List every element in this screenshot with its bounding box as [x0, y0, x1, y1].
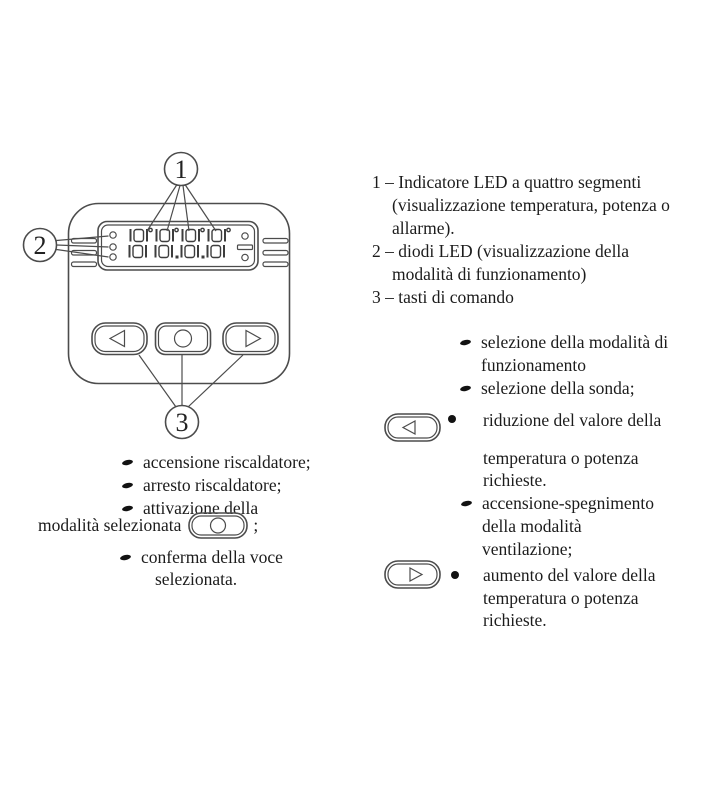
bullet-text: attivazione della: [143, 498, 259, 518]
legend-line: 1 – Indicatore LED a quattro segmenti: [372, 172, 642, 192]
legend-item-2: [372, 240, 629, 262]
bullet-item: [122, 451, 311, 473]
callout-1-number: 1: [174, 155, 188, 184]
legend-line: modalità di funzionamento): [392, 264, 587, 284]
bullet-text: aumento del valore della: [483, 565, 656, 585]
legend-line: 3 – tasti di comando: [372, 287, 514, 307]
bullet-item: [461, 492, 654, 514]
bullet-text: accensione-spegnimento: [482, 493, 655, 513]
bullet-text: conferma della voce: [141, 547, 283, 567]
bullet-item-cont: [38, 511, 258, 539]
legend-item-3: [372, 286, 514, 308]
bullet-text: arresto riscaldatore;: [143, 475, 282, 495]
dot-bullet-icon: [448, 415, 456, 423]
bullet-text: accensione riscaldatore;: [143, 452, 311, 472]
legend-item-1-cont: [392, 194, 670, 216]
bullet-text: richieste.: [483, 470, 547, 490]
bullet-item: [120, 546, 283, 568]
callout-2: [24, 229, 109, 262]
bullet-item: [460, 377, 635, 399]
mode-led-diodes: [110, 232, 116, 260]
bullet-item-cont: [482, 538, 572, 560]
circle-icon: [175, 330, 192, 347]
legend-item-1: [372, 171, 641, 193]
bullet-text: modalità selezionata: [38, 515, 182, 535]
bullet-item: [122, 474, 281, 496]
bullet-text: richieste.: [483, 610, 547, 630]
bullet-text: temperatura o potenza: [483, 588, 639, 608]
callout-1: [147, 153, 216, 232]
left-triangle-icon: [403, 421, 415, 434]
callout-2-number: 2: [33, 231, 47, 260]
bullet-item-cont: [483, 469, 547, 491]
legend-line: (visualizzazione temperatura, potenza o: [392, 195, 670, 215]
legend-item-2-cont: [392, 263, 586, 285]
vent-slots-icon: [72, 239, 289, 267]
callout-3: [139, 355, 243, 439]
bullet-text: selezionata.: [155, 569, 238, 589]
bullet-item: [483, 564, 656, 586]
bullet-text: temperatura o potenza: [483, 448, 639, 468]
bullet-item: [460, 331, 668, 353]
bullet-item-cont: [483, 609, 547, 631]
right-led-indicators: [238, 233, 253, 261]
dot-bullet-icon: [451, 571, 459, 579]
legend-line: 2 – diodi LED (visualizzazione della: [372, 241, 630, 261]
left-triangle-icon: [110, 331, 125, 347]
circle-icon: [211, 518, 226, 533]
left-arrow-button: [92, 323, 147, 355]
confirm-button-icon: [188, 512, 248, 539]
bullet-item-cont: [481, 354, 586, 376]
dash-bullet-icon: [461, 499, 473, 506]
dash-bullet-icon: [122, 481, 134, 488]
right-triangle-icon: [410, 568, 422, 581]
dash-bullet-icon: [460, 338, 472, 345]
bullet-item-cont: [482, 515, 582, 537]
dash-bullet-icon: [460, 384, 472, 391]
callout-3-number: 3: [175, 408, 189, 437]
segment-display-row-bottom: [130, 245, 225, 259]
dash-bullet-icon: [122, 458, 134, 465]
right-arrow-button: [223, 323, 278, 355]
bullet-item-cont: [483, 447, 638, 469]
controller-diagram: [20, 140, 340, 450]
dash-bullet-icon: [120, 553, 132, 560]
bullet-text: della modalità: [482, 516, 582, 536]
left-arrow-button-icon: [384, 413, 441, 442]
bullet-text: selezione della modalità di: [481, 332, 669, 352]
right-triangle-icon: [246, 331, 261, 347]
bullet-text: riduzione del valore della: [483, 410, 662, 430]
legend-item-1-cont2: [392, 217, 455, 239]
bullet-item: [483, 409, 661, 431]
right-arrow-button-icon: [384, 560, 441, 589]
confirm-button: [156, 323, 211, 355]
legend-line: allarme).: [392, 218, 455, 238]
bullet-text: ventilazione;: [482, 539, 573, 559]
bullet-item-cont: [483, 587, 638, 609]
bullet-text: funzionamento: [481, 355, 586, 375]
bullet-text: ;: [253, 515, 259, 535]
bullet-text: selezione della sonda;: [481, 378, 635, 398]
bullet-item-cont: [155, 568, 237, 590]
